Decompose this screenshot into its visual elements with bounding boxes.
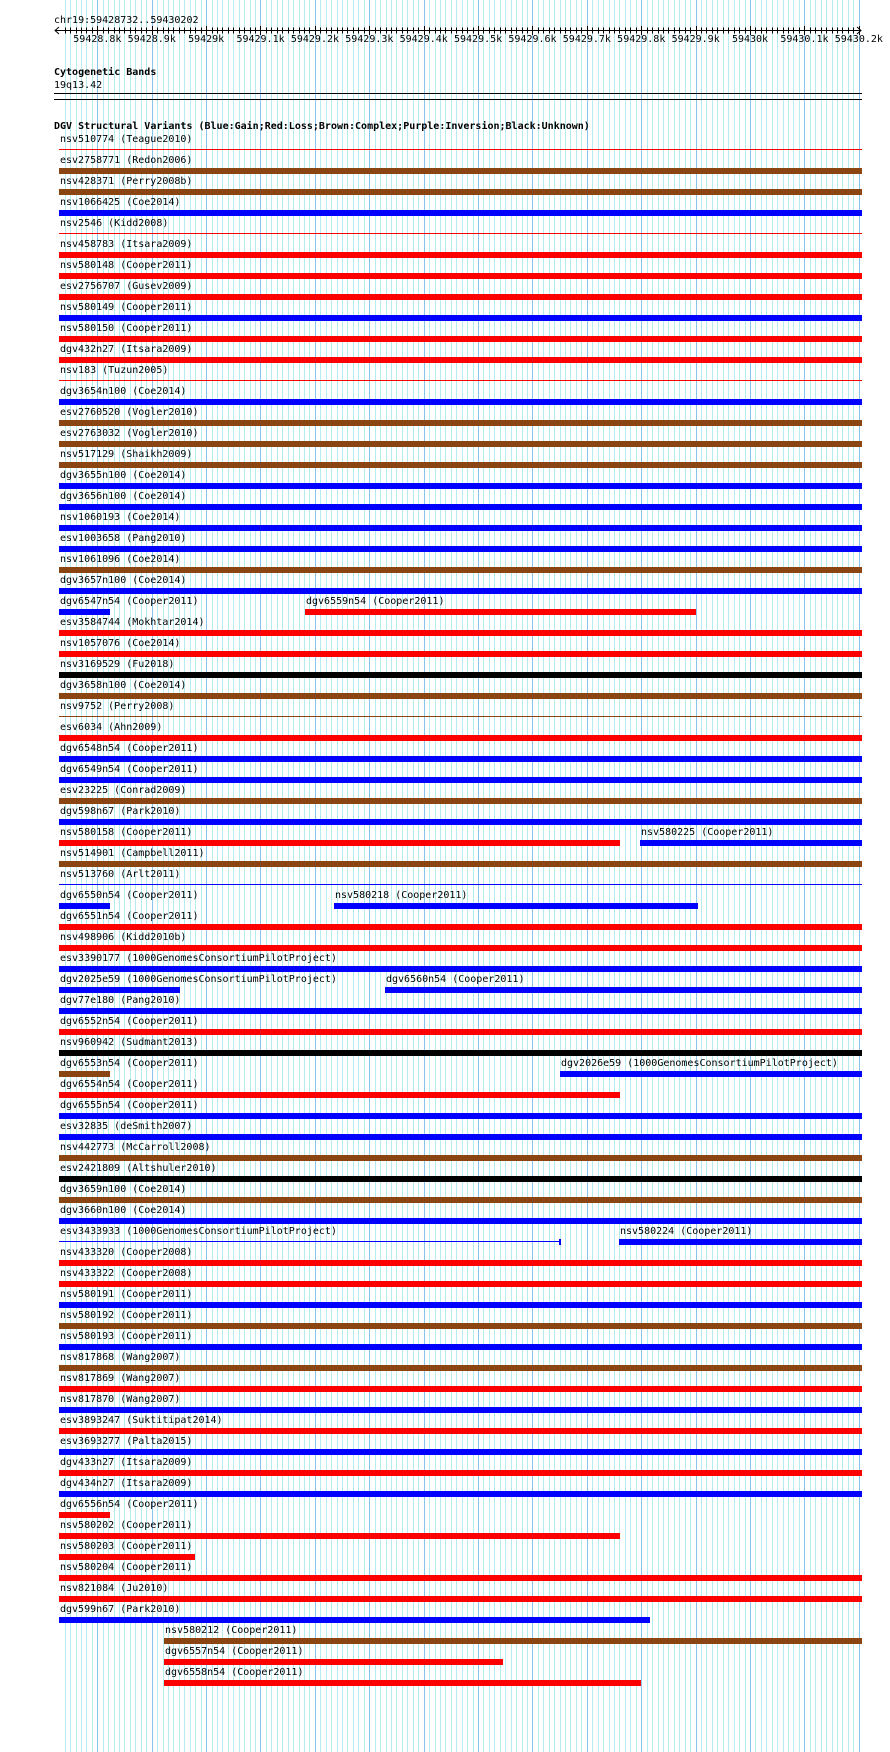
variant-label[interactable]: nsv498906 (Kidd2010b) bbox=[60, 932, 187, 943]
variant-label[interactable]: dgv2026e59 (1000GenomesConsortiumPilotProject) bbox=[561, 1058, 838, 1069]
dgv-track-title: DGV Structural Variants (Blue:Gain;Red:Loss;Brown:Complex;Purple:Inversion;Black:Unknown) bbox=[54, 121, 590, 132]
variant-label[interactable]: dgv6554n54 (Cooper2011) bbox=[60, 1079, 199, 1090]
variant-bar-loss[interactable] bbox=[59, 1554, 195, 1560]
variant-line-loss[interactable] bbox=[59, 233, 862, 234]
variant-bar-loss[interactable] bbox=[164, 1680, 641, 1686]
variant-label[interactable]: nsv183 (Tuzun2005) bbox=[60, 365, 169, 376]
variant-line-loss[interactable] bbox=[59, 380, 862, 381]
cyto-band-label: 19q13.42 bbox=[54, 80, 103, 91]
variant-label[interactable]: nsv580191 (Cooper2011) bbox=[60, 1289, 193, 1300]
variant-bar-gain[interactable] bbox=[59, 903, 110, 909]
variant-label[interactable]: nsv442773 (McCarroll2008) bbox=[60, 1142, 211, 1153]
variant-label[interactable]: dgv6553n54 (Cooper2011) bbox=[60, 1058, 199, 1069]
variant-bar-complex[interactable] bbox=[59, 168, 862, 174]
variant-label[interactable]: esv2763032 (Vogler2010) bbox=[60, 428, 199, 439]
variant-bar-loss[interactable] bbox=[59, 630, 862, 636]
variant-bar-gain[interactable] bbox=[59, 210, 862, 216]
variant-label[interactable]: esv3893247 (Suktitipat2014) bbox=[60, 1415, 223, 1426]
variant-bar-gain[interactable] bbox=[59, 1008, 862, 1014]
variant-bar-loss[interactable] bbox=[59, 651, 862, 657]
ruler-tick-label: 59430.2k bbox=[834, 34, 883, 45]
variant-bar-loss[interactable] bbox=[59, 336, 862, 342]
variant-label[interactable]: nsv580202 (Cooper2011) bbox=[60, 1520, 193, 1531]
variant-bar-gain[interactable] bbox=[59, 546, 862, 552]
variant-bar-gain[interactable] bbox=[59, 777, 862, 783]
variant-label[interactable]: esv2758771 (Redon2006) bbox=[60, 155, 193, 166]
ruler-tick-label: 59429.6k bbox=[508, 34, 557, 45]
variant-label[interactable]: nsv1061096 (Coe2014) bbox=[60, 554, 181, 565]
variant-label[interactable]: dgv6547n54 (Cooper2011) bbox=[60, 596, 199, 607]
variant-bar-complex[interactable] bbox=[59, 1071, 110, 1077]
variant-label[interactable]: esv32835 (deSmith2007) bbox=[60, 1121, 193, 1132]
variant-label[interactable]: dgv3658n100 (Coe2014) bbox=[60, 680, 187, 691]
variant-bar-gain[interactable] bbox=[59, 588, 862, 594]
variant-label[interactable]: nsv433322 (Cooper2008) bbox=[60, 1268, 193, 1279]
variant-label[interactable]: dgv599n67 (Park2010) bbox=[60, 1604, 181, 1615]
ruler-tick-label: 59429.7k bbox=[562, 34, 611, 45]
variant-label[interactable]: nsv2546 (Kidd2008) bbox=[60, 218, 169, 229]
variant-bar-gain[interactable] bbox=[59, 1449, 862, 1455]
variant-line-complex[interactable] bbox=[59, 716, 862, 717]
variant-label[interactable]: nsv580192 (Cooper2011) bbox=[60, 1310, 193, 1321]
ruler-tick-label: 59429.1k bbox=[236, 34, 285, 45]
variant-bar-gain[interactable] bbox=[59, 1344, 862, 1350]
variant-end-tick bbox=[559, 1239, 561, 1245]
variant-label[interactable]: nsv580150 (Cooper2011) bbox=[60, 323, 193, 334]
variant-bar-complex[interactable] bbox=[59, 420, 862, 426]
ruler-tick-label: 59429k bbox=[188, 34, 225, 45]
variant-bar-complex[interactable] bbox=[59, 441, 862, 447]
variant-bar-loss[interactable] bbox=[59, 1386, 862, 1392]
variant-label[interactable]: nsv3169529 (Fu2018) bbox=[60, 659, 175, 670]
variant-label[interactable]: nsv817868 (Wang2007) bbox=[60, 1352, 181, 1363]
variant-bar-gain[interactable] bbox=[59, 756, 862, 762]
variant-bar-loss[interactable] bbox=[59, 357, 862, 363]
variant-label[interactable]: dgv2025e59 (1000GenomesConsortiumPilotProject) bbox=[60, 974, 337, 985]
variant-label[interactable]: nsv513760 (Arlt2011) bbox=[60, 869, 181, 880]
variant-label[interactable]: dgv598n67 (Park2010) bbox=[60, 806, 181, 817]
variant-label[interactable]: nsv821084 (Ju2010) bbox=[60, 1583, 169, 1594]
variant-bar-loss[interactable] bbox=[59, 945, 862, 951]
variant-label[interactable]: esv3584744 (Mokhtar2014) bbox=[60, 617, 205, 628]
variant-label[interactable]: nsv817870 (Wang2007) bbox=[60, 1394, 181, 1405]
variant-label[interactable]: dgv3659n100 (Coe2014) bbox=[60, 1184, 187, 1195]
variant-label[interactable]: esv23225 (Conrad2009) bbox=[60, 785, 187, 796]
ruler-tick-label: 59429.8k bbox=[617, 34, 666, 45]
variant-bar-unknown[interactable] bbox=[59, 1176, 862, 1182]
variant-bar-loss[interactable] bbox=[59, 1281, 862, 1287]
variant-label[interactable]: nsv580218 (Cooper2011) bbox=[335, 890, 468, 901]
variant-label[interactable]: dgv3660n100 (Coe2014) bbox=[60, 1205, 187, 1216]
variant-label[interactable]: dgv6557n54 (Cooper2011) bbox=[165, 1646, 304, 1657]
variant-label[interactable]: nsv433320 (Cooper2008) bbox=[60, 1247, 193, 1258]
variant-bar-loss[interactable] bbox=[59, 1428, 862, 1434]
variant-label[interactable]: esv3433933 (1000GenomesConsortiumPilotProject) bbox=[60, 1226, 337, 1237]
variant-bar-complex[interactable] bbox=[164, 1638, 862, 1644]
variant-label[interactable]: esv3693277 (Palta2015) bbox=[60, 1436, 193, 1447]
variant-label[interactable]: nsv817869 (Wang2007) bbox=[60, 1373, 181, 1384]
variant-label[interactable]: nsv580204 (Cooper2011) bbox=[60, 1562, 193, 1573]
variant-label[interactable]: dgv6555n54 (Cooper2011) bbox=[60, 1100, 199, 1111]
variant-label[interactable]: nsv1057076 (Coe2014) bbox=[60, 638, 181, 649]
variant-label[interactable]: nsv580149 (Cooper2011) bbox=[60, 302, 193, 313]
ruler-tick-label: 59428.9k bbox=[127, 34, 176, 45]
variant-bar-loss[interactable] bbox=[59, 1029, 862, 1035]
variant-label[interactable]: nsv428371 (Perry2008b) bbox=[60, 176, 193, 187]
variant-label[interactable]: dgv6552n54 (Cooper2011) bbox=[60, 1016, 199, 1027]
variant-line-loss[interactable] bbox=[59, 149, 862, 150]
variant-label[interactable]: dgv3654n100 (Coe2014) bbox=[60, 386, 187, 397]
variant-bar-gain[interactable] bbox=[59, 1218, 862, 1224]
variant-bar-gain[interactable] bbox=[59, 987, 180, 993]
variant-label[interactable]: esv1003658 (Pang2010) bbox=[60, 533, 187, 544]
variant-label[interactable]: nsv9752 (Perry2008) bbox=[60, 701, 175, 712]
variant-label[interactable]: dgv434n27 (Itsara2009) bbox=[60, 1478, 193, 1489]
variant-bar-gain[interactable] bbox=[334, 903, 698, 909]
variant-bar-unknown[interactable] bbox=[59, 1050, 862, 1056]
variant-bar-gain[interactable] bbox=[59, 1617, 650, 1623]
variant-line-gain[interactable] bbox=[59, 884, 862, 885]
variant-bar-complex[interactable] bbox=[59, 1365, 862, 1371]
variant-bar-gain[interactable] bbox=[59, 609, 110, 615]
variant-bar-loss[interactable] bbox=[59, 1512, 110, 1518]
ruler-tick-label: 59428.8k bbox=[73, 34, 122, 45]
ruler-tick-label: 59430k bbox=[731, 34, 769, 45]
variant-bar-loss[interactable] bbox=[59, 1575, 862, 1581]
variant-label[interactable]: nsv580148 (Cooper2011) bbox=[60, 260, 193, 271]
variant-bar-gain[interactable] bbox=[385, 987, 862, 993]
variant-label[interactable]: nsv517129 (Shaikh2009) bbox=[60, 449, 193, 460]
variant-label[interactable]: nsv1060193 (Coe2014) bbox=[60, 512, 181, 523]
variant-label[interactable]: dgv6548n54 (Cooper2011) bbox=[60, 743, 199, 754]
variant-bar-gain[interactable] bbox=[59, 399, 862, 405]
variant-bar-complex[interactable] bbox=[59, 861, 862, 867]
variant-bar-loss[interactable] bbox=[59, 294, 862, 300]
variant-bar-loss[interactable] bbox=[305, 609, 696, 615]
variant-bar-gain[interactable] bbox=[59, 819, 862, 825]
ruler-tick-label: 59429.2k bbox=[290, 34, 340, 45]
variant-label[interactable]: nsv514901 (Campbell2011) bbox=[60, 848, 205, 859]
variant-label[interactable]: dgv6556n54 (Cooper2011) bbox=[60, 1499, 199, 1510]
variant-bar-gain[interactable] bbox=[59, 1302, 862, 1308]
variant-label[interactable]: esv2421809 (Altshuler2010) bbox=[60, 1163, 217, 1174]
ruler-tick-label: 59430.1k bbox=[780, 34, 829, 45]
variant-label[interactable]: nsv960942 (Sudmant2013) bbox=[60, 1037, 199, 1048]
variant-label[interactable]: dgv6551n54 (Cooper2011) bbox=[60, 911, 199, 922]
variant-bar-loss[interactable] bbox=[164, 1659, 503, 1665]
variant-label[interactable]: esv6034 (Ahn2009) bbox=[60, 722, 163, 733]
variant-bar-complex[interactable] bbox=[59, 1155, 862, 1161]
variant-bar-complex[interactable] bbox=[59, 462, 862, 468]
variant-label[interactable]: nsv1066425 (Coe2014) bbox=[60, 197, 181, 208]
variant-bar-loss[interactable] bbox=[59, 924, 862, 930]
ruler-tick-label: 59429.4k bbox=[399, 34, 448, 45]
variant-bar-complex[interactable] bbox=[59, 798, 862, 804]
variant-label[interactable]: nsv580158 (Cooper2011) bbox=[60, 827, 193, 838]
variant-bar-loss[interactable] bbox=[59, 1092, 620, 1098]
variant-bar-loss[interactable] bbox=[59, 273, 862, 279]
variant-bar-gain[interactable] bbox=[619, 1239, 862, 1245]
variant-bar-loss[interactable] bbox=[59, 1533, 620, 1539]
variant-bar-gain[interactable] bbox=[59, 1113, 862, 1119]
variant-bar-unknown[interactable] bbox=[59, 672, 862, 678]
cyto-track-divider-bottom bbox=[54, 99, 862, 100]
variant-bar-complex[interactable] bbox=[59, 693, 862, 699]
cyto-track-divider-top bbox=[54, 93, 862, 94]
variant-label[interactable]: nsv580193 (Cooper2011) bbox=[60, 1331, 193, 1342]
variant-bar-complex[interactable] bbox=[59, 1197, 862, 1203]
ruler-tick-label: 59429.3k bbox=[345, 34, 394, 45]
variant-bar-complex[interactable] bbox=[59, 567, 862, 573]
variant-label[interactable]: dgv6558n54 (Cooper2011) bbox=[165, 1667, 304, 1678]
variant-label[interactable]: nsv510774 (Teague2010) bbox=[60, 134, 193, 145]
variant-bar-gain[interactable] bbox=[640, 840, 862, 846]
variant-label[interactable]: dgv6560n54 (Cooper2011) bbox=[386, 974, 525, 985]
variant-bar-loss[interactable] bbox=[59, 1596, 862, 1602]
variant-label[interactable]: esv2760520 (Vogler2010) bbox=[60, 407, 199, 418]
variant-bar-complex[interactable] bbox=[59, 1323, 862, 1329]
variant-bar-gain[interactable] bbox=[59, 1407, 862, 1413]
variant-bar-loss[interactable] bbox=[59, 735, 862, 741]
variant-bar-gain[interactable] bbox=[59, 1491, 862, 1497]
variant-label[interactable]: dgv3655n100 (Coe2014) bbox=[60, 470, 187, 481]
variant-label[interactable]: nsv458783 (Itsara2009) bbox=[60, 239, 193, 250]
ruler-tick-label: 59429.9k bbox=[671, 34, 720, 45]
variant-bar-loss[interactable] bbox=[59, 840, 620, 846]
variant-bar-loss[interactable] bbox=[59, 1470, 862, 1476]
variant-bar-complex[interactable] bbox=[59, 189, 862, 195]
variant-bar-loss[interactable] bbox=[59, 252, 862, 258]
variant-label[interactable]: nsv580203 (Cooper2011) bbox=[60, 1541, 193, 1552]
variant-bar-gain[interactable] bbox=[59, 525, 862, 531]
variant-bar-gain[interactable] bbox=[59, 966, 862, 972]
location-label: chr19:59428732..59430202 bbox=[54, 15, 199, 26]
variant-bar-gain[interactable] bbox=[59, 315, 862, 321]
variant-label[interactable]: dgv6550n54 (Cooper2011) bbox=[60, 890, 199, 901]
variant-label[interactable]: esv3390177 (1000GenomesConsortiumPilotProject) bbox=[60, 953, 337, 964]
variant-bar-gain[interactable] bbox=[59, 483, 862, 489]
ruler-tick-label: 59429.5k bbox=[454, 34, 503, 45]
variant-label[interactable]: dgv6559n54 (Cooper2011) bbox=[306, 596, 445, 607]
variant-label[interactable]: dgv3656n100 (Coe2014) bbox=[60, 491, 187, 502]
variant-line-gain[interactable] bbox=[59, 1241, 560, 1242]
variant-label[interactable]: esv2756707 (Gusev2009) bbox=[60, 281, 193, 292]
variant-bar-gain[interactable] bbox=[560, 1071, 862, 1077]
variant-label[interactable]: dgv432n27 (Itsara2009) bbox=[60, 344, 193, 355]
variant-label[interactable]: dgv3657n100 (Coe2014) bbox=[60, 575, 187, 586]
variant-label[interactable]: nsv580224 (Cooper2011) bbox=[620, 1226, 753, 1237]
variant-label[interactable]: dgv433n27 (Itsara2009) bbox=[60, 1457, 193, 1468]
variant-bar-gain[interactable] bbox=[59, 504, 862, 510]
variant-label[interactable]: nsv580225 (Cooper2011) bbox=[641, 827, 774, 838]
cyto-track-title: Cytogenetic Bands bbox=[54, 67, 157, 78]
variant-label[interactable]: nsv580212 (Cooper2011) bbox=[165, 1625, 298, 1636]
variant-bar-gain[interactable] bbox=[59, 1134, 862, 1140]
variant-label[interactable]: dgv6549n54 (Cooper2011) bbox=[60, 764, 199, 775]
variant-label[interactable]: dgv77e180 (Pang2010) bbox=[60, 995, 181, 1006]
variant-bar-loss[interactable] bbox=[59, 1260, 862, 1266]
